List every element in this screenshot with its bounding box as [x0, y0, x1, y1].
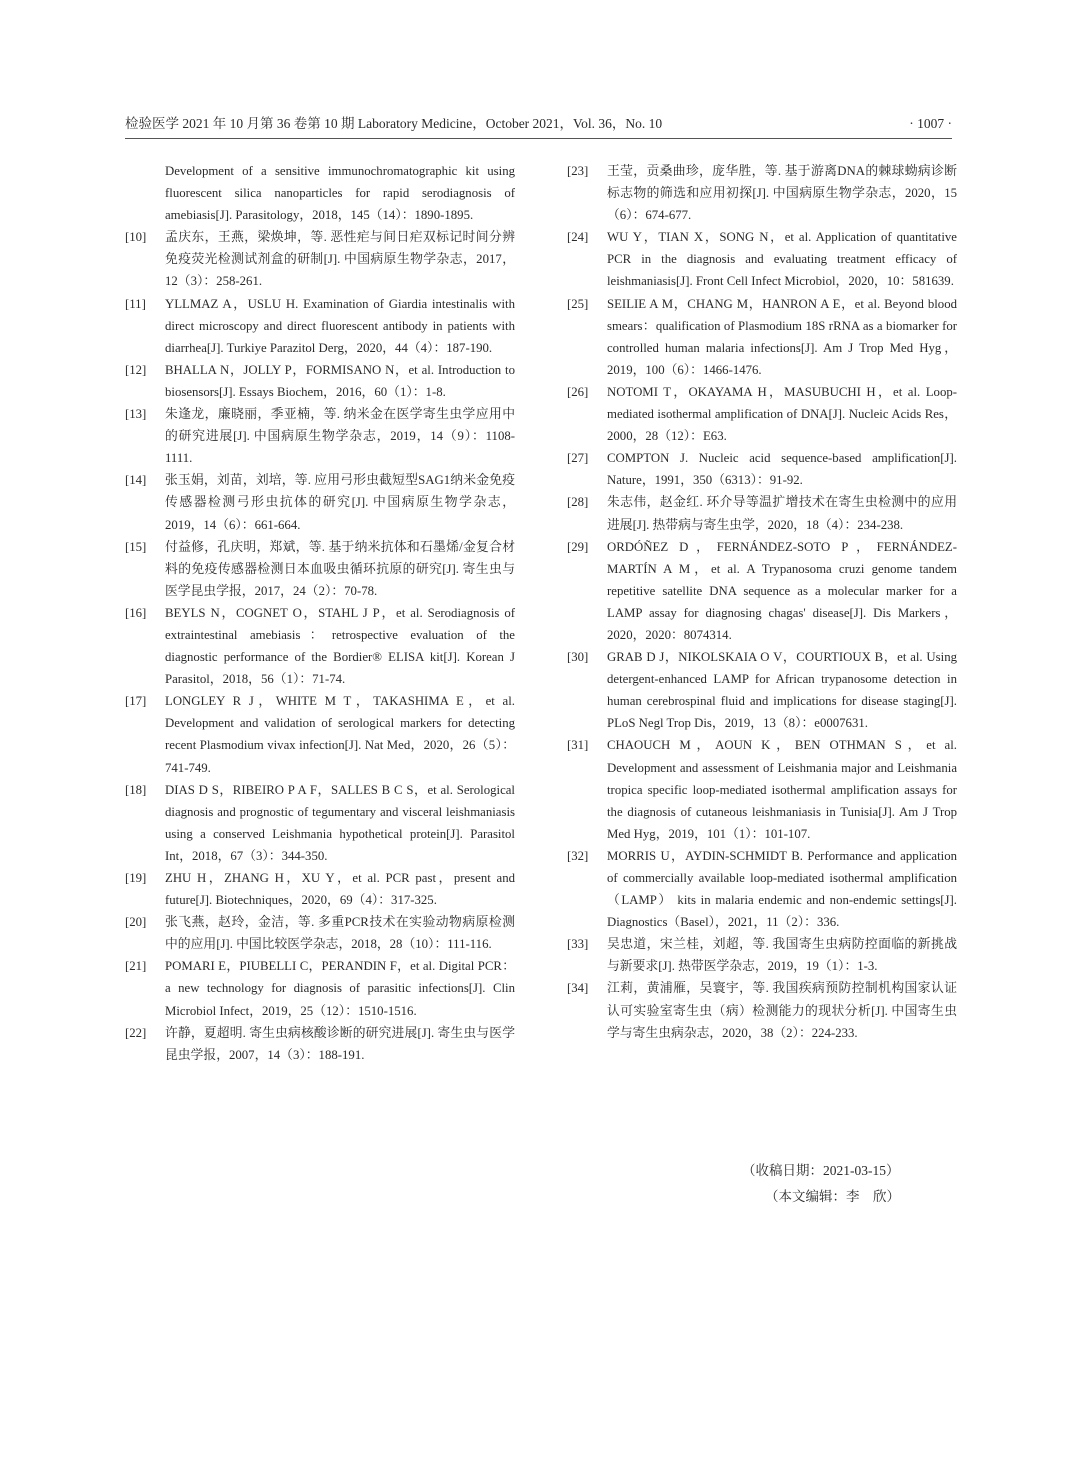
running-header [125, 112, 952, 136]
reference-number: [11] [125, 296, 146, 311]
reference-item [567, 491, 957, 535]
reference-text: 张玉娟，刘苗，刘培，等. 应用弓形虫截短型SAG1纳米金免疫传感器检测弓形虫抗体的研究[J]. 中国病原生物学杂志，2019，14（6）：661-664. [165, 473, 515, 532]
reference-list-right [567, 160, 957, 1044]
reference-text: COMPTON J. Nucleic acid sequence-based amplification[J]. Nature，1991，350（6313）：91-92. [607, 451, 957, 488]
reference-item [125, 955, 515, 1021]
reference-text: 朱志伟，赵金红. 环介导等温扩增技术在寄生虫检测中的应用进展[J]. 热带病与寄生虫学，2020，18（4）：234-238. [607, 495, 957, 532]
reference-number: [28] [567, 495, 589, 510]
reference-number: [13] [125, 407, 147, 422]
reference-text: NOTOMI T，OKAYAMA H，MASUBUCHI H，et al. Loop-mediated isothermal amplification of DNA[J]. Nucleic Acids Res，2000，28（12）：E63. [607, 384, 957, 444]
journal-header: 检验医学 2021 年 10 月第 36 卷第 10 期 Laboratory Medicine，October 2021，Vol. 36，No. 10 [125, 116, 663, 131]
reference-number: [27] [567, 451, 589, 466]
reference-item [567, 226, 957, 292]
reference-item [567, 933, 957, 977]
reference-number: [32] [567, 848, 589, 863]
editor-credit: （本文编辑：李 欣） [765, 1189, 900, 1204]
reference-list-left [125, 160, 515, 1066]
reference-number: [29] [567, 539, 589, 554]
reference-item [125, 403, 515, 469]
reference-item [125, 160, 515, 226]
reference-number: [15] [125, 539, 147, 554]
reference-text: Development of a sensitive immunochromatographic kit using fluorescent silica nanoparticles for rapid serodiagnosis of amebiasis[J]. Parasitology，2018，145（14）：1890-1895. [165, 164, 515, 223]
reference-number: [26] [567, 384, 589, 399]
reference-item [125, 226, 515, 292]
reference-text: YLLMAZ A，USLU H. Examination of Giardia intestinalis with direct microscopy and direct fluorescent antibody in patients with diarrhea[J]. Turkiye Parazitol Derg，2020，44（4）：187-190. [165, 296, 515, 355]
reference-text: 江莉，黄浦雁，吴寰宇，等. 我国疾病预防控制机构国家认证认可实验室寄生虫（病）检测能力的现状分析[J]. 中国寄生虫学与寄生虫病杂志，2020，38（2）：224-233. [607, 981, 957, 1040]
reference-number: [23] [567, 164, 589, 178]
reference-item [125, 469, 515, 535]
reference-item [125, 536, 515, 602]
reference-item [567, 160, 957, 226]
reference-item [567, 734, 957, 844]
reference-text: 孟庆东，王燕，梁焕坤，等. 恶性疟与间日疟双标记时间分辨免疫荧光检测试剂盒的研制[J]. 中国病原生物学杂志，2017，12（3）：258-261. [165, 230, 515, 289]
reference-item [567, 536, 957, 646]
reference-text: 付益修，孔庆明，郑斌，等. 基于纳米抗体和石墨烯/金复合材料的免疫传感器检测日本血吸虫循环抗原的研究[J]. 寄生虫与医学昆虫学报，2017，24（2）：70-78. [165, 539, 515, 598]
reference-number: [22] [125, 1025, 147, 1040]
reference-text: ORDÓÑEZ D，FERNÁNDEZ-SOTO P，FERNÁNDEZ-MARTÍN A M，et al. A Trypanosoma cruzi genome tandem repetitive satellite DNA sequence as a molecular marker for a LAMP assay for diagnosing chagas' disease[J]. Dis Markers，2020，2020：8074314. [607, 539, 957, 642]
reference-text: 许静，夏超明. 寄生虫病核酸诊断的研究进展[J]. 寄生虫与医学昆虫学报，2007，14（3）：188-191. [165, 1025, 515, 1062]
header-rule [125, 138, 952, 139]
reference-item [125, 359, 515, 403]
reference-text: DIAS D S，RIBEIRO P A F，SALLES B C S，et al. Serological diagnosis and prognostic of tegumentary and visceral leishmaniasis using a conserved Leishmania hypothetical protein[J]. Parasitol Int，2018，67（3）：344-350. [165, 782, 515, 863]
page-number: · 1007 · [909, 116, 952, 131]
reference-text: 王莹，贡桑曲珍，庞华胜，等. 基于游离DNA的棘球蚴病诊断标志物的筛选和应用初探[J]. 中国病原生物学杂志，2020，15（6）：674-677. [607, 164, 957, 223]
reference-item [125, 293, 515, 359]
reference-item [125, 911, 515, 955]
reference-text: ZHU H，ZHANG H，XU Y，et al. PCR past，present and future[J]. Biotechniques，2020，69（4）：317-325. [165, 871, 515, 908]
reference-item [125, 1022, 515, 1066]
received-date: （收稿日期：2021-03-15） [742, 1163, 900, 1178]
reference-text: BEYLS N，COGNET O，STAHL J P，et al. Serodiagnosis of extraintestinal amebiasis：retrospective evaluation of the diagnostic performance of the Bordier® ELISA kit[J]. Korean J Parasitol，2018，56（1）：71-74. [165, 605, 515, 687]
reference-item [567, 381, 957, 447]
reference-item [567, 845, 957, 933]
reference-text: 吴忠道，宋兰桂，刘超，等. 我国寄生虫病防控面临的新挑战与新要求[J]. 热带医学杂志，2019，19（1）：1-3. [607, 937, 957, 974]
reference-item [567, 293, 957, 381]
reference-number: [20] [125, 915, 147, 930]
reference-item [125, 779, 515, 867]
reference-number: [18] [125, 782, 147, 797]
reference-text: 张飞燕，赵玲，金洁，等. 多重PCR技术在实验动物病原检测中的应用[J]. 中国比较医学杂志，2018，28（10）：111-116. [165, 915, 515, 952]
reference-item [125, 690, 515, 778]
reference-text: SEILIE A M，CHANG M，HANRON A E，et al. Beyond blood smears：qualification of Plasmodium 18S rRNA as a biomarker for controlled human malaria infections[J]. Am J Trop Med Hyg，2019，100（6）：1466-1476. [607, 296, 957, 377]
reference-number: [31] [567, 738, 589, 753]
reference-text: BHALLA N，JOLLY P，FORMISANO N，et al. Introduction to biosensors[J]. Essays Biochem，2016，60（1）：1-8. [165, 362, 515, 399]
reference-number: [33] [567, 937, 589, 952]
reference-number: [14] [125, 473, 147, 488]
reference-text: WU Y，TIAN X，SONG N，et al. Application of quantitative PCR in the diagnosis and evaluating treatment efficacy of leishmaniasis[J]. Front Cell Infect Microbiol，2020，10：581639. [607, 230, 957, 289]
reference-number: [12] [125, 362, 147, 377]
article-endnotes [567, 1158, 957, 1210]
reference-item [125, 602, 515, 690]
reference-number: [30] [567, 650, 589, 665]
reference-number: [17] [125, 694, 147, 709]
reference-text: CHAOUCH M，AOUN K，BEN OTHMAN S，et al. Development and assessment of Leishmania major and Leishmania tropica specific loop-mediated isothermal amplification assays for the diagnosis of cutaneous leishmaniasis in Tunisia[J]. Am J Trop Med Hyg，2019，101（1）：101-107. [607, 738, 957, 841]
reference-number: [24] [567, 230, 589, 245]
reference-number: [25] [567, 296, 589, 311]
reference-text: 朱逢龙，廉晓丽，季亚楠，等. 纳米金在医学寄生虫学应用中的研究进展[J]. 中国病原生物学杂志，2019，14（9）：1108-1111. [165, 407, 515, 466]
reference-text: MORRIS U，AYDIN-SCHMIDT B. Performance and application of commercially available loop-mediated isothermal amplification（LAMP） kits in malaria endemic and non-endemic settings[J]. Diagnostics（Basel），2021，11（2）：336. [607, 848, 957, 930]
reference-item [567, 447, 957, 491]
reference-number: [21] [125, 959, 147, 974]
reference-number: [19] [125, 871, 147, 885]
reference-text: LONGLEY R J，WHITE M T，TAKASHIMA E，et al. Development and validation of serological markers for detecting recent Plasmodium vivax infection[J]. Nat Med，2020，26（5）：741-749. [165, 694, 515, 775]
reference-item [567, 977, 957, 1043]
reference-number: [34] [567, 981, 589, 996]
reference-number: [16] [125, 605, 147, 620]
reference-text: GRAB D J，NIKOLSKAIA O V，COURTIOUX B，et al. Using detergent-enhanced LAMP for African trypanosome detection in human cerebrospinal fluid and implications for disease staging[J]. PLoS Negl Trop Dis，2019，13（8）：e0007631. [607, 650, 957, 731]
reference-item [567, 646, 957, 734]
reference-item [125, 867, 515, 911]
reference-number: [10] [125, 230, 147, 245]
reference-text: POMARI E，PIUBELLI C，PERANDIN F，et al. Digital PCR：a new technology for diagnosis of parasitic infections[J]. Clin Microbiol Infect，2019，25（12）：1510-1516. [165, 959, 515, 1018]
